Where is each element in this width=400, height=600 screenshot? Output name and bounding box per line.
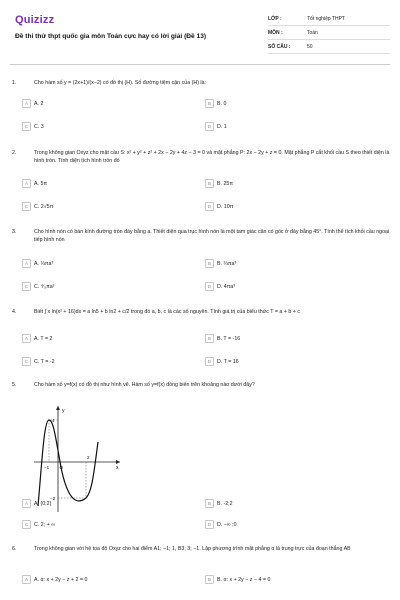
question-text: Cho hình nón có bán kính đường tròn đáy bằng a. Thiết diện qua trục hình nón là một tam giác cân có góc ở đáy bằng 45°. Tính thể tích khối cầu ngoại tiếp hình nón <box>34 229 390 243</box>
option-text: C. ⁴⁄₃πa³ <box>34 283 55 290</box>
option-letter-box: A <box>22 334 31 343</box>
question-number: 5. <box>12 382 17 388</box>
option-letter-box: B <box>205 334 214 343</box>
option-text: C. 2; + ∞ <box>34 521 55 528</box>
option-text: B. -2;2 <box>217 500 233 507</box>
option-text: A. T = 2 <box>34 335 53 342</box>
option-text: C. 2√5π <box>34 203 54 210</box>
option-text: C. T = -2 <box>34 358 55 365</box>
info-row-subject <box>268 26 390 40</box>
option-letter-box: B <box>205 259 214 268</box>
info-panel <box>268 12 390 54</box>
option-text: B. 0 <box>217 100 227 107</box>
info-value: Tốt nghiệp THPT <box>307 15 345 22</box>
option-c[interactable] <box>22 519 192 530</box>
option-d[interactable] <box>205 356 375 367</box>
option-text: D. 10π <box>217 203 234 210</box>
quizizz-logo: Quizizz <box>15 14 55 26</box>
option-text: B. ⅔πa³ <box>217 260 237 267</box>
option-letter-box: B <box>205 179 214 188</box>
question-text: Trong không gian Oxyz cho mặt cầu S: x² + y² + z² + 2x − 2y + 4z − 3 = 0 và mặt phẳng P: 2x − 2y + z = 0. Mặt phẳng P cắt khối cầu S theo thiết diện là hình tròn. Tính diện tích hình tròn đó <box>34 150 390 164</box>
option-a[interactable] <box>22 574 192 585</box>
question-number: 6. <box>12 546 17 552</box>
option-letter-box: C <box>22 282 31 291</box>
y-axis-arrow <box>56 406 60 410</box>
option-c[interactable] <box>22 201 192 212</box>
option-text: A. (0;2) <box>34 500 52 507</box>
option-letter-box: A <box>22 575 31 584</box>
x-axis-arrow <box>116 460 120 464</box>
option-letter-box: A <box>22 179 31 188</box>
info-label: LỚP : <box>268 15 282 22</box>
info-value: Toán <box>307 29 318 36</box>
question-text: Cho hàm số y=f(x) có đồ thị như hình vẽ. Hàm số y=f(x) đồng biến trên khoảng nào dưới đây? <box>34 382 255 388</box>
option-letter-box: B <box>205 575 214 584</box>
option-text: A. 5π <box>34 180 48 187</box>
option-letter-box: B <box>205 499 214 508</box>
option-a[interactable] <box>22 258 192 269</box>
option-text: D. 1 <box>217 123 227 130</box>
option-text: D. −∞ ;0 <box>217 521 237 528</box>
option-letter-box: C <box>22 202 31 211</box>
question-number: 2. <box>12 150 17 156</box>
option-c[interactable] <box>22 281 192 292</box>
question-text: Cho hàm số y = (2x+1)/(x−2) có đồ thị (H). Số đường tiệm cận của (H) là: <box>34 80 207 86</box>
option-letter-box: A <box>22 99 31 108</box>
option-c[interactable] <box>22 121 192 132</box>
option-b[interactable] <box>205 333 375 344</box>
question-number: 3. <box>12 229 17 235</box>
option-a[interactable] <box>22 178 192 189</box>
option-letter-box: A <box>22 499 31 508</box>
option-letter-box: A <box>22 259 31 268</box>
option-letter-box: C <box>22 357 31 366</box>
option-a[interactable] <box>22 98 192 109</box>
question-number: 1. <box>12 80 17 86</box>
tick-neg2: −2 <box>50 496 56 501</box>
info-value: 50 <box>307 43 313 50</box>
option-letter-box: D <box>205 282 214 291</box>
tick-4: 4 <box>52 418 55 423</box>
option-letter-box: C <box>22 122 31 131</box>
tick-neg1: −1 <box>44 465 50 470</box>
x-axis-label: x <box>116 465 119 471</box>
option-letter-box: D <box>205 357 214 366</box>
option-c[interactable] <box>22 356 192 367</box>
option-text: B. α: x + 2y − z − 4 = 0 <box>217 576 271 583</box>
tick-origin: O <box>59 465 64 470</box>
option-letter-box: D <box>205 202 214 211</box>
option-letter-box: D <box>205 520 214 529</box>
option-d[interactable] <box>205 121 375 132</box>
option-b[interactable] <box>205 498 375 509</box>
question-number: 4. <box>12 309 17 315</box>
info-row-class <box>268 12 390 26</box>
option-text: B. 25π <box>217 180 234 187</box>
info-label: SỐ CÂU : <box>268 43 291 50</box>
option-text: A. 2 <box>34 100 44 107</box>
tick-2: 2 <box>87 455 90 460</box>
page-title: Đề thi thử thpt quốc gia môn Toán cực hay có lời giải (Đề 13) <box>15 33 207 40</box>
question-text: Biết ∫ x ln(x² + 16)dx = a ln5 + b ln2 + c/2 trong đó a, b, c là các số nguyên. Tính giá trị của biểu thức T = a + b + c <box>34 309 301 315</box>
header-divider <box>10 64 390 65</box>
question-text: Trong không gian với hệ tọa độ Oxyz cho hai điểm A1; −1; 1, B3; 3; −1. Lập phương trình mặt phẳng α là trung trực của đoạn thẳng AB <box>34 546 351 552</box>
option-d[interactable] <box>205 281 375 292</box>
option-text: A. ⅓πa³ <box>34 260 54 267</box>
info-row-count <box>268 40 390 54</box>
option-b[interactable] <box>205 574 375 585</box>
option-text: D. T = 16 <box>217 358 239 365</box>
option-text: D. 4πa³ <box>217 283 236 290</box>
option-letter-box: D <box>205 122 214 131</box>
y-axis-label: y <box>62 408 65 414</box>
info-label: MÔN : <box>268 29 283 36</box>
option-b[interactable] <box>205 258 375 269</box>
option-text: B. T = -16 <box>217 335 241 342</box>
option-text: C. 3 <box>34 123 44 130</box>
option-letter-box: C <box>22 520 31 529</box>
option-a[interactable] <box>22 498 192 509</box>
function-curve <box>38 420 98 506</box>
option-b[interactable] <box>205 98 375 109</box>
option-d[interactable] <box>205 519 375 530</box>
option-a[interactable] <box>22 333 192 344</box>
option-letter-box: B <box>205 99 214 108</box>
option-d[interactable] <box>205 201 375 212</box>
option-b[interactable] <box>205 178 375 189</box>
option-text: A. α: x + 2y − z + 2 = 0 <box>34 576 88 583</box>
